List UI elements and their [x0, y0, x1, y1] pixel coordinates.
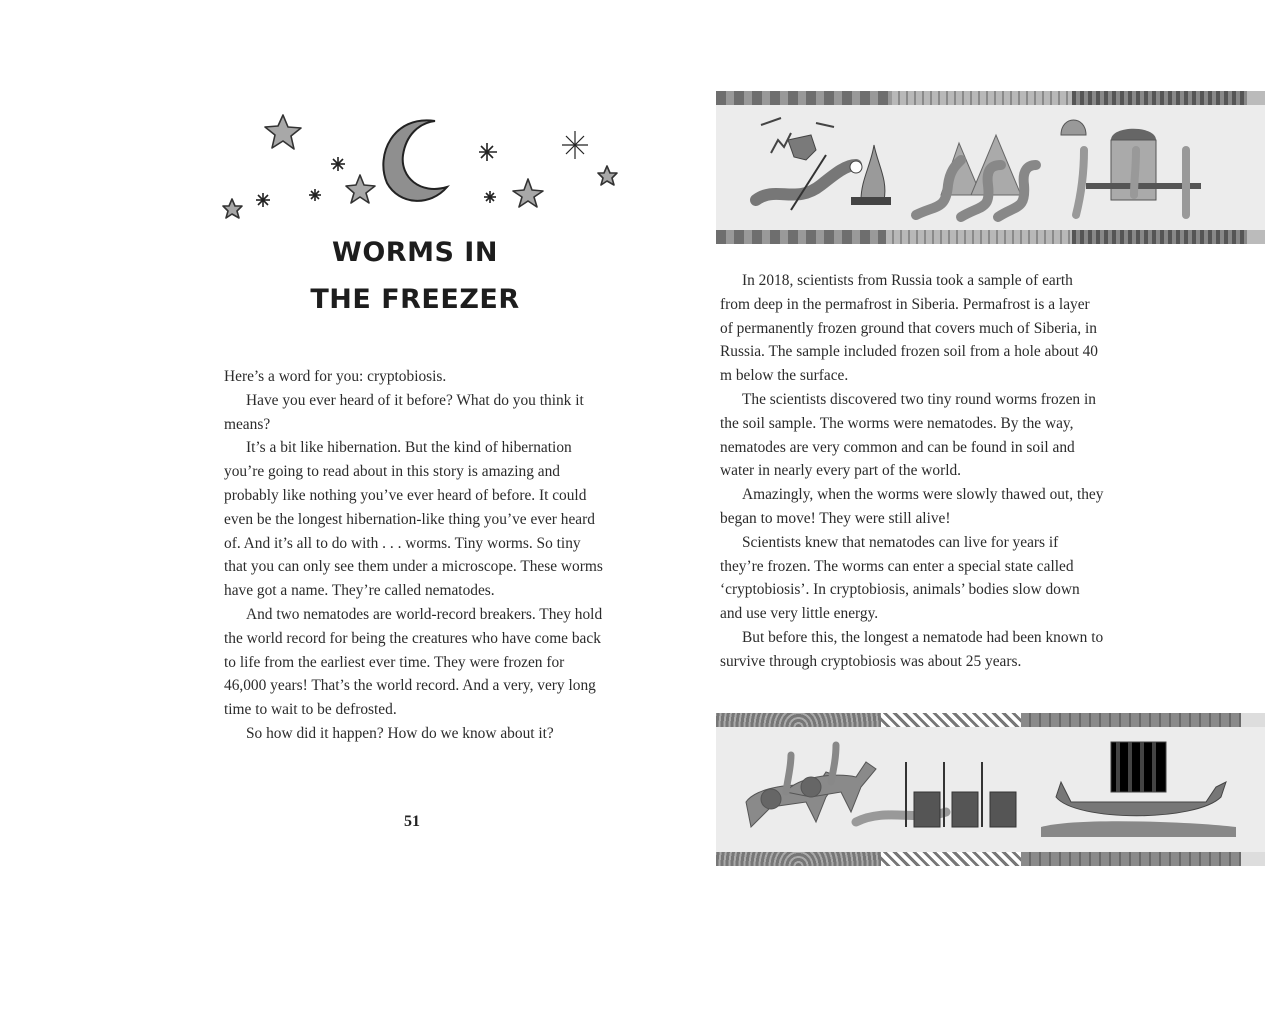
paragraph: Here’s a word for you: cryptobiosis.: [224, 368, 447, 385]
paragraph: Amazingly, when the worms were slowly thawed out, they began to move! They were still alive!: [720, 486, 1104, 527]
left-page-body: [224, 365, 604, 746]
campfire-icon: [851, 145, 891, 205]
paragraph: So how did it happen? How do we know about it?: [246, 724, 554, 742]
sparkle-icon: [562, 131, 588, 159]
star-icon: [223, 199, 242, 218]
sparkle-icon: [309, 189, 321, 201]
top-illustration-banner: [716, 91, 1265, 244]
right-page-body: [720, 269, 1105, 674]
banner-border-top: [716, 91, 1265, 105]
right-page: [640, 0, 1280, 1034]
paragraph: In 2018, scientists from Russia took a sample of earth from deep in the permafrost in Siberia. Permafrost is a layer of permanently frozen ground that covers much of Siberia, in Russia. The sample included frozen soil from a hole about 40 m below the surface.: [720, 272, 1098, 385]
star-icon: [598, 166, 617, 185]
paragraph: And two nematodes are world-record breakers. They hold the world record for being the creatures who have come back to life from the earliest ever time. They were frozen for 46,000 years! That’s the world record. And a very, very long time to wait to be defrosted.: [224, 605, 603, 719]
sparkle-icon: [331, 157, 345, 171]
paragraph: But before this, the longest a nematode had been known to survive through cryptobiosis was about 25 years.: [720, 628, 1104, 670]
crescent-moon-icon: [383, 120, 447, 200]
paragraph: It’s a bit like hibernation. But the kind of hibernation you’re going to read about in this story is amazing and probably like nothing you’ve ever heard of before. It could even be the longest hibernation-like thing you’ve ever heard of. And it’s all to do with . . . worms. Tiny worms. So tiny that you can only see them under a microscope. These worms have got a name. They’re called nematodes.: [224, 439, 603, 600]
viking-longship-icon: [1041, 742, 1236, 837]
paragraph: The scientists discovered two tiny round worms frozen in the soil sample. The worms were nematodes. By the way, nematodes are very common and can be found in soil and water in nearly every part of the world.: [720, 390, 1096, 480]
star-icon: [513, 179, 543, 207]
paragraph: Scientists knew that nematodes can live for years if they’re frozen. The worms can enter a special state called ‘cryptobiosis’. In cryptobiosis, animals’ bodies slow down and use very little energy.: [720, 533, 1080, 623]
star-icon: [346, 175, 375, 203]
banner-border-bottom: [716, 852, 1265, 866]
page-number: 51: [404, 813, 420, 830]
roman-soldiers-icon: [856, 762, 1016, 827]
fan-icon: [1061, 120, 1086, 135]
warrior-worms-scene: [716, 727, 1265, 852]
sparkle-icon: [479, 143, 497, 161]
night-sky-illustration: [215, 95, 635, 235]
banner-border-top: [716, 713, 1265, 727]
sparkle-icon: [484, 191, 496, 203]
chapter-title-line-1: WORMS IN: [332, 237, 498, 268]
worm-icon: [756, 165, 856, 200]
cave-painting-deer-icon: [761, 118, 834, 160]
star-icon: [265, 115, 301, 149]
paragraph: Have you ever heard of it before? What do you think it means?: [224, 391, 584, 433]
sparkle-icon: [256, 193, 270, 207]
bottom-illustration-banner: [716, 713, 1265, 866]
banner-border-bottom: [716, 230, 1265, 244]
chapter-title-line-2: THE FREEZER: [310, 284, 520, 315]
ancient-worms-scene: [716, 105, 1265, 230]
